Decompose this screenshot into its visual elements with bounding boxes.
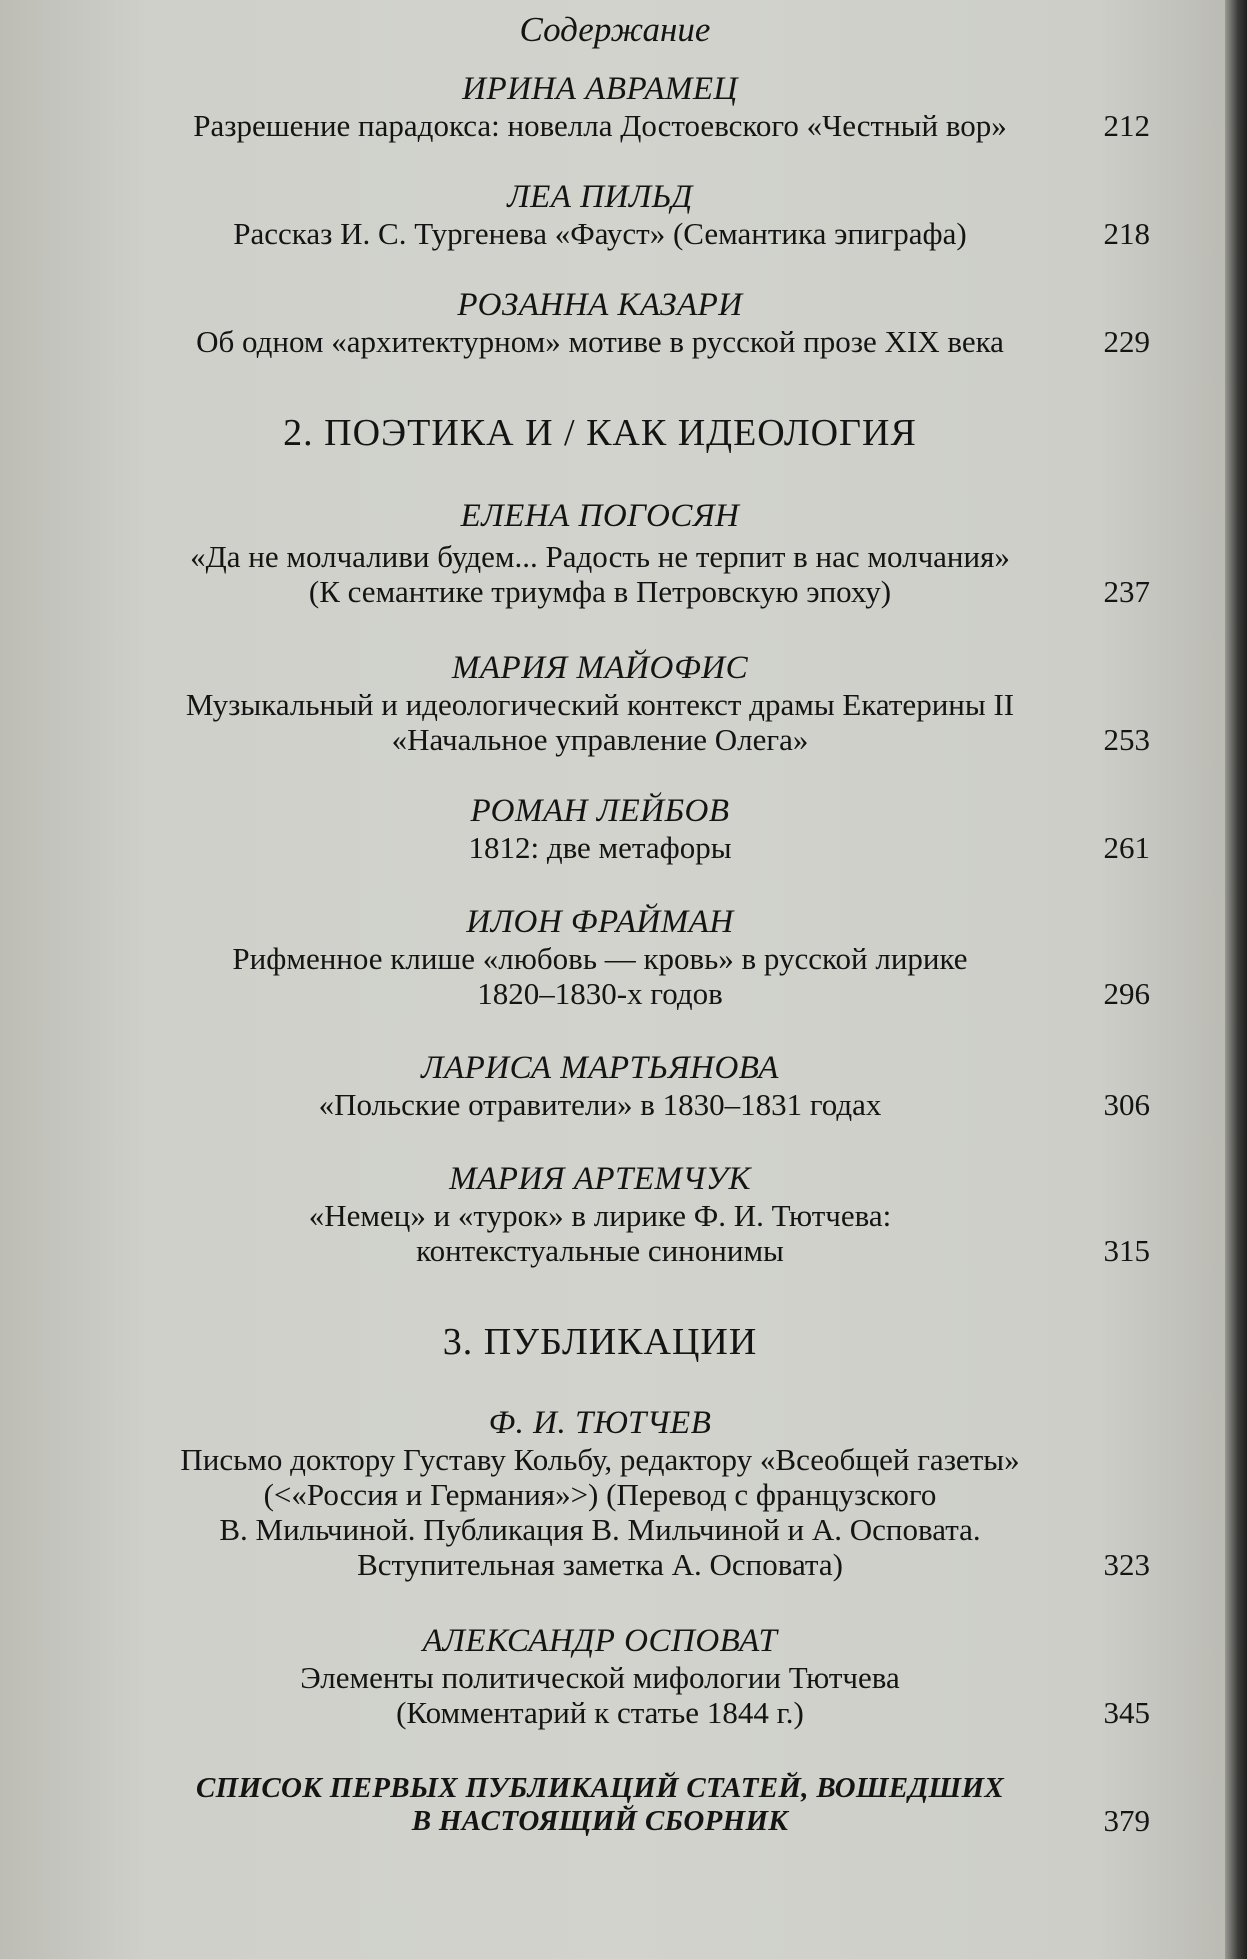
entry-title-line: «Немец» и «турок» в лирике Ф. И. Тютчева: [308,1198,892,1233]
entry-title-line: (Комментарий к статье 1844 г.) [396,1695,804,1730]
toc-entry-leibov [135,792,1150,865]
entry-author: ЛАРИСА МАРТЬЯНОВА [421,1050,779,1086]
entry-title-line: В. Мильчиной. Публикация В. Мильчиной и А. Осповата. [219,1512,981,1547]
entry-title-line: Письмо доктору Густаву Кольбу, редактору «Всеобщей газеты» [180,1442,1020,1477]
toc-entry-ospovat [135,1622,1150,1730]
final-note-title-line: СПИСОК ПЕРВЫХ ПУБЛИКАЦИЙ СТАТЕЙ, ВОШЕДШИХ [195,1772,1005,1804]
entry-author: ЛЕА ПИЛЬД [507,179,693,215]
running-head: Содержание [519,10,711,49]
toc-entry-tyutchev [135,1404,1150,1582]
toc-entry-artemchuk [135,1160,1150,1268]
toc-entry-pogosyan [135,497,1150,609]
entry-page-number: 379 [1103,1803,1150,1838]
entry-title-line: «Начальное управление Олега» [391,722,809,757]
toc-entry-mayofis [135,649,1150,757]
entry-title-line: 1812: две метафоры [468,830,732,865]
entry-title-line: Об одном «архитектурном» мотиве в русской прозе XIX века [196,324,1004,359]
entry-author: Ф. И. ТЮТЧЕВ [488,1405,712,1441]
entry-title-line: Рассказ И. С. Тургенева «Фауст» (Семантика эпиграфа) [233,216,967,251]
entry-author: МАРИЯ МАЙОФИС [451,650,749,686]
entry-title-line: Музыкальный и идеологический контекст драмы Екатерины II [185,687,1015,722]
book-spine-shadow [1225,0,1247,1959]
entry-author: МАРИЯ АРТЕМЧУК [449,1161,751,1197]
entry-page-number: 296 [1103,976,1150,1011]
entry-page-number: 306 [1103,1087,1150,1122]
toc-entry-pild [135,178,1150,251]
entry-title-line: Вступительная заметка А. Осповата) [357,1547,843,1582]
entry-author: ИЛОН ФРАЙМАН [466,904,734,940]
entry-title-line: (<«Россия и Германия»>) (Перевод с французского [263,1477,937,1512]
entry-author: РОМАН ЛЕЙБОВ [470,793,730,829]
entry-page-number: 237 [1103,574,1150,609]
final-note-title-line: В НАСТОЯЩИЙ СБОРНИК [411,1805,789,1837]
entry-title-line: контекстуальные синонимы [416,1233,784,1268]
toc-entry-kazari [135,286,1150,359]
entry-page-number: 261 [1103,830,1150,865]
entry-page-number: 323 [1103,1547,1150,1582]
table-of-contents [135,70,1150,1838]
toc-entry-martyanova [135,1049,1150,1122]
entry-title-line: 1820–1830-х годов [477,976,723,1011]
entry-author: ИРИНА АВРАМЕЦ [462,71,738,107]
entry-title-line: Элементы политической мифологии Тютчева [300,1660,900,1695]
entry-page-number: 218 [1103,216,1150,251]
entry-page-number: 315 [1103,1233,1150,1268]
entry-author: АЛЕКСАНДР ОСПОВАТ [422,1623,778,1659]
entry-page-number: 212 [1103,108,1150,143]
entry-page-number: 345 [1103,1695,1150,1730]
toc-entry-first-publications [135,1772,1150,1838]
toc-entry-avramets [135,70,1150,143]
toc-entry-fraiman [135,903,1150,1011]
section-heading-poetics: 2. ПОЭТИКА И / КАК ИДЕОЛОГИЯ [283,412,917,454]
entry-title-line: «Да не молчаливи будем... Радость не терпит в нас молчания» [190,539,1010,574]
entry-title-line: Разрешение парадокса: новелла Достоевского «Честный вор» [193,108,1007,143]
entry-page-number: 253 [1103,722,1150,757]
entry-author: ЕЛЕНА ПОГОСЯН [460,498,740,534]
section-heading-publications: 3. ПУБЛИКАЦИИ [442,1321,758,1363]
entry-title-line: «Польские отравители» в 1830–1831 годах [318,1087,882,1122]
entry-page-number: 229 [1103,324,1150,359]
entry-title-line: (К семантике триумфа в Петровскую эпоху) [308,574,892,609]
entry-author: РОЗАННА КАЗАРИ [457,287,743,323]
entry-title-line: Рифменное клише «любовь — кровь» в русской лирике [232,941,968,976]
